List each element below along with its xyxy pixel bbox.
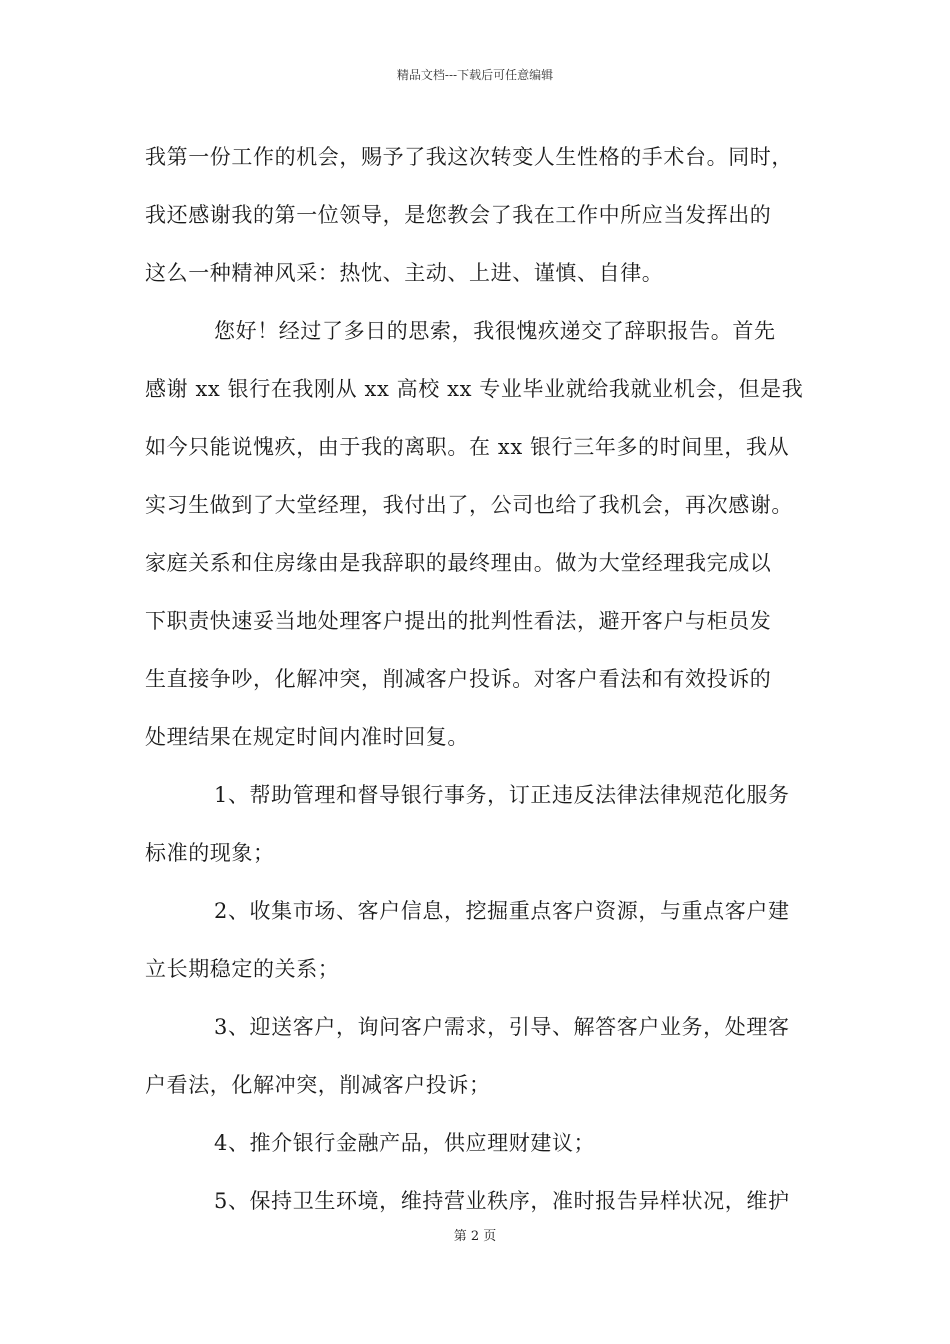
document-body [145, 128, 807, 1230]
body-line: 感谢 xx 银行在我刚从 xx 高校 xx 专业毕业就给我就业机会，但是我 [145, 377, 804, 401]
list-item-line: 立长期稳定的关系； [145, 957, 340, 981]
body-line: 这么一种精神风采：热忱、主动、上进、谨慎、自律。 [145, 261, 664, 285]
list-item-line: 1、帮助管理和督导银行事务，订正违反法律法律规范化服务 [214, 783, 790, 807]
page-number: 第 2 页 [453, 1229, 497, 1244]
body-line: 您好！经过了多日的思索，我很愧疚递交了辞职报告。首先 [214, 319, 776, 343]
list-item-line: 户看法，化解冲突，削减客户投诉； [145, 1073, 491, 1097]
list-item-line: 标准的现象； [145, 841, 275, 865]
list-item-line: 4、推介银行金融产品，供应理财建议； [214, 1131, 596, 1155]
list-item-line: 5、保持卫生环境，维持营业秩序，准时报告异样状况，维护 [214, 1189, 790, 1213]
body-line: 如今只能说愧疚，由于我的离职。在 xx 银行三年多的时间里，我从 [145, 435, 790, 459]
body-line: 实习生做到了大堂经理，我付出了，公司也给了我机会，再次感谢。 [145, 493, 793, 517]
page-header: 精品文档---下载后可任意编辑 [396, 68, 554, 82]
body-line: 我还感谢我的第一位领导，是您教会了我在工作中所应当发挥出的 [145, 203, 772, 227]
list-item-line: 3、迎送客户，询问客户需求，引导、解答客户业务，处理客 [214, 1015, 790, 1039]
body-line: 生直接争吵，化解冲突，削减客户投诉。对客户看法和有效投诉的 [145, 667, 772, 691]
body-line: 下职责快速妥当地处理客户提出的批判性看法，避开客户与柜员发 [145, 609, 772, 633]
body-line: 家庭关系和住房缘由是我辞职的最终理由。做为大堂经理我完成以 [145, 551, 772, 575]
list-item-line: 2、收集市场、客户信息，挖掘重点客户资源，与重点客户建 [214, 899, 790, 923]
body-line: 我第一份工作的机会，赐予了我这次转变人生性格的手术台。同时， [145, 145, 793, 169]
body-line: 处理结果在规定时间内准时回复。 [145, 725, 469, 749]
